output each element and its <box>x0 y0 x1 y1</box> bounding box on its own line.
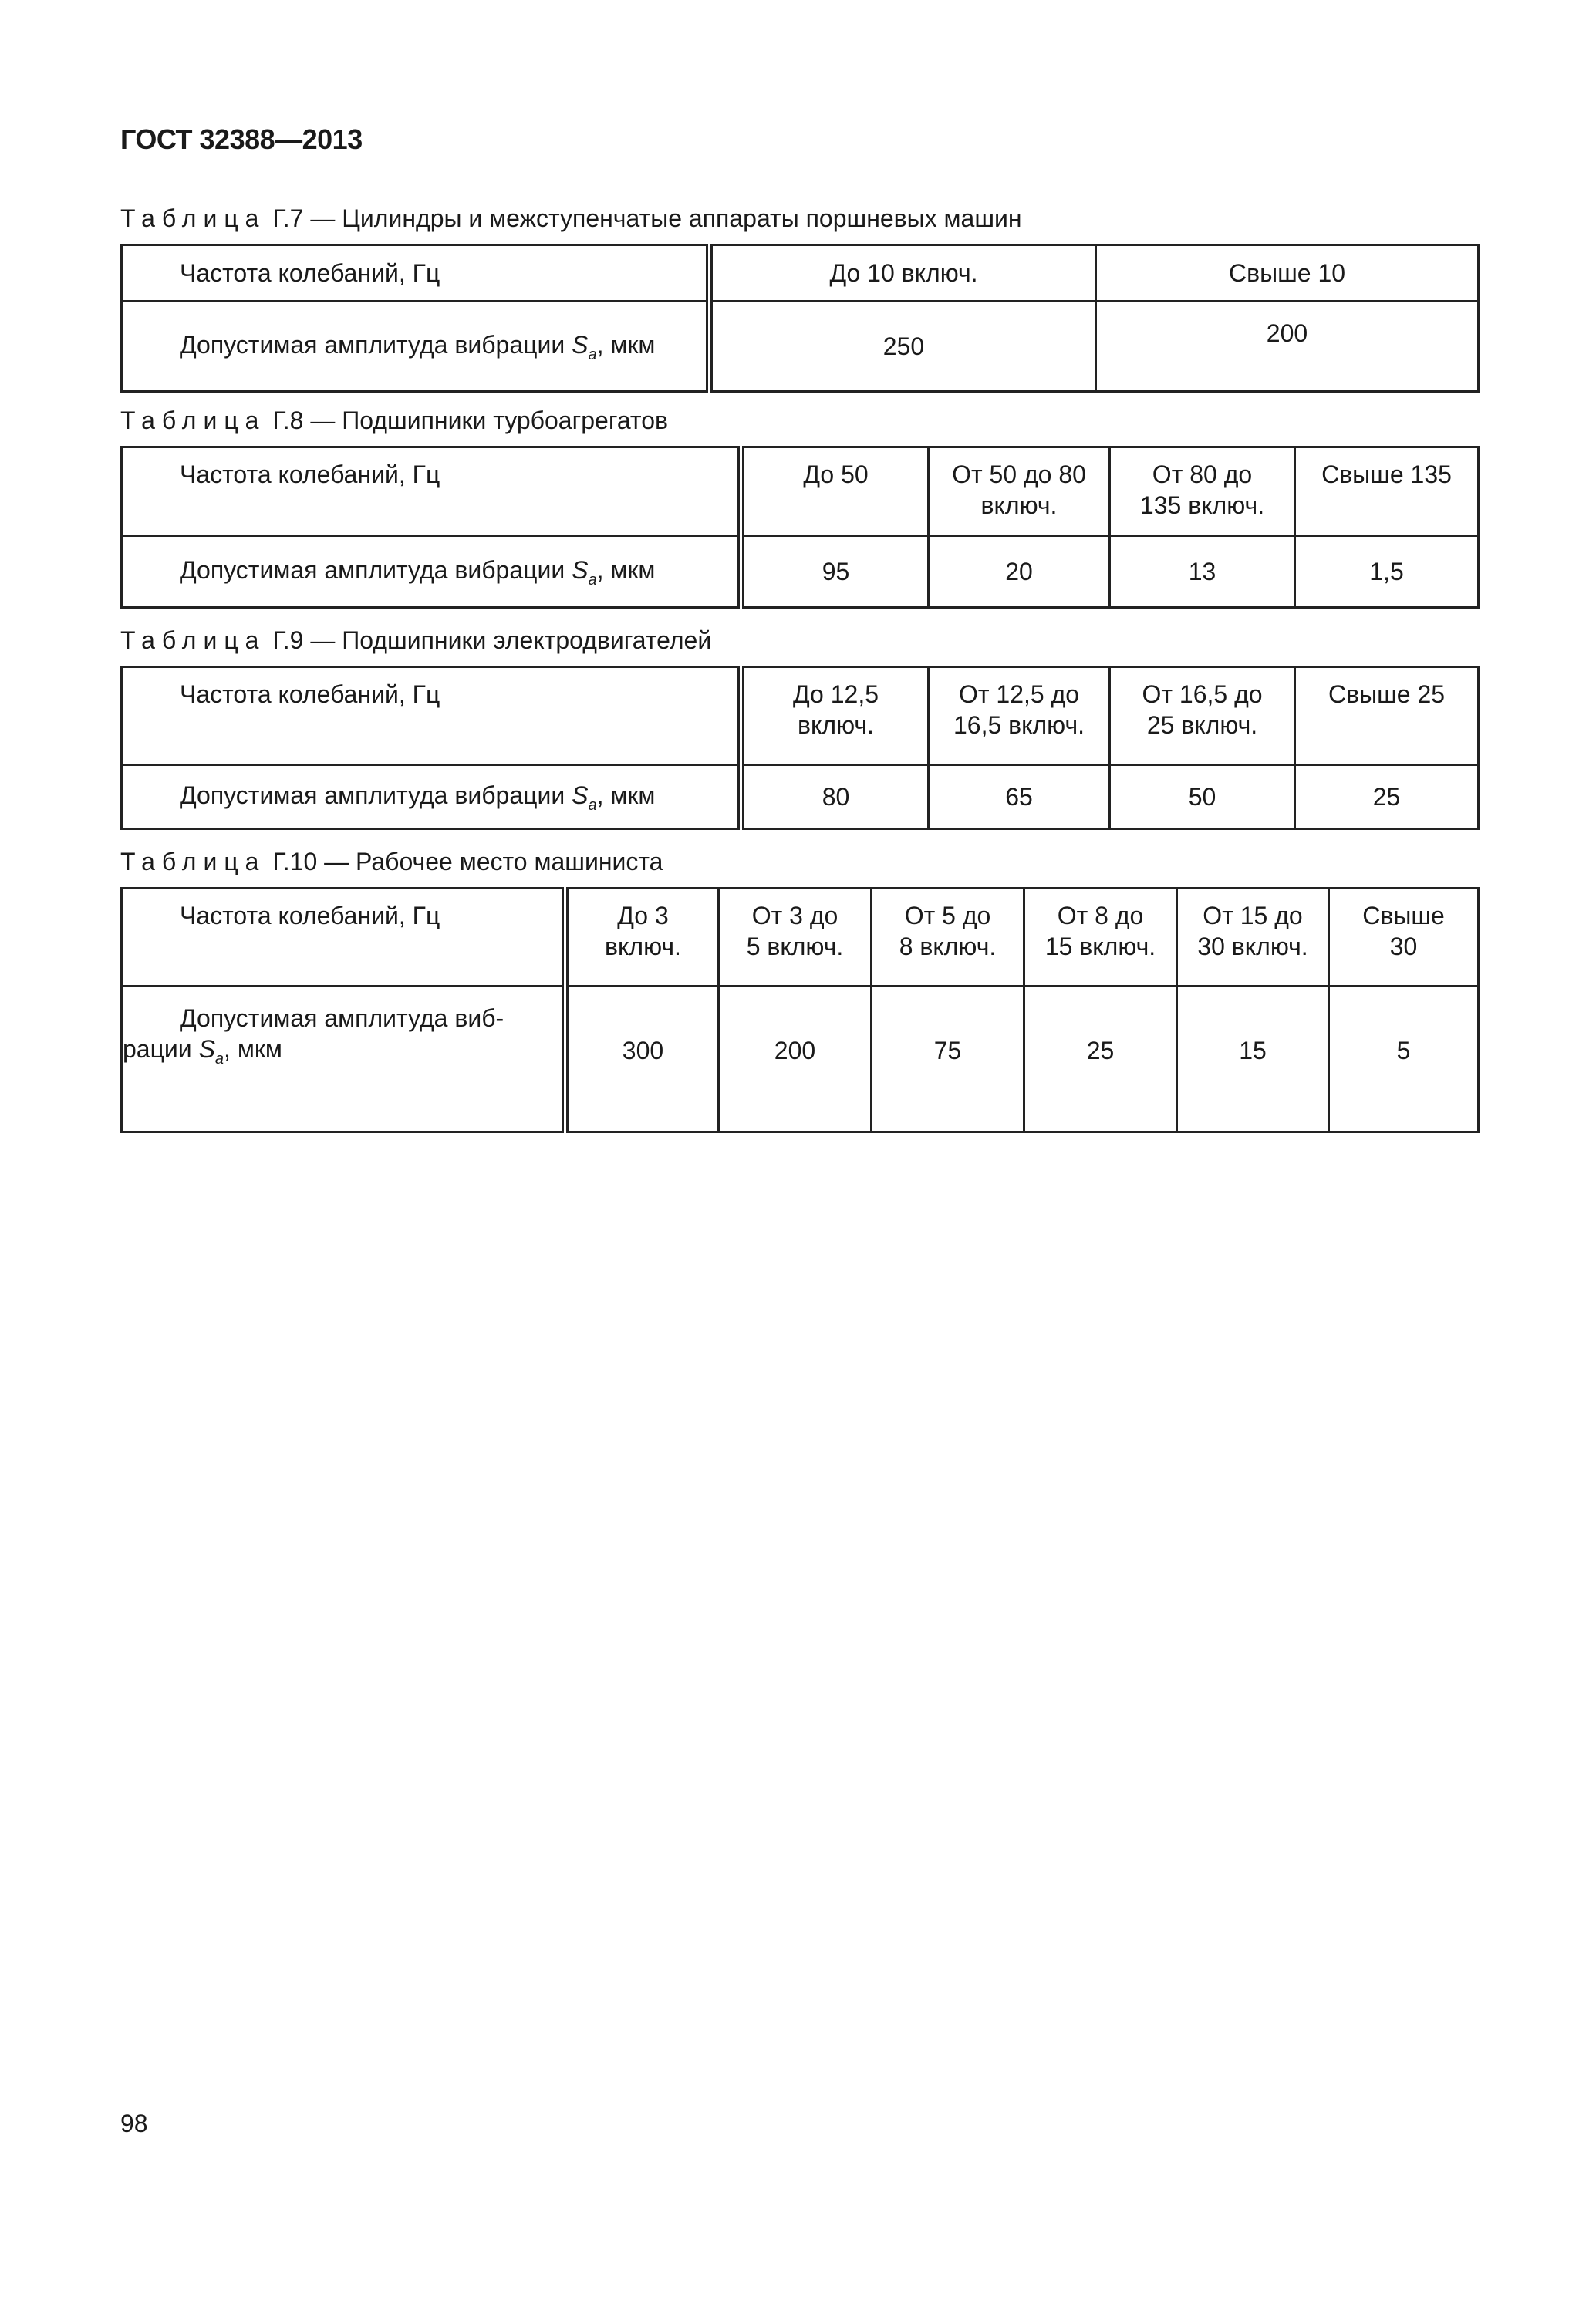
amplitude-label-text: Допустимая амплитуда вибрации <box>180 781 572 809</box>
amplitude-symbol: S <box>572 555 589 584</box>
amplitude-unit: , мкм <box>596 330 656 359</box>
freq-cell: От 12,5 до 16,5 включ. <box>929 667 1110 765</box>
table-g7-number: Г.7 <box>272 204 304 232</box>
freq-cell: От 16,5 до 25 включ. <box>1110 667 1295 765</box>
freq-cell: От 5 до 8 включ. <box>872 889 1024 987</box>
amplitude-label <box>122 536 741 608</box>
document-header: ГОСТ 32388—2013 <box>120 123 363 155</box>
table-g8-number: Г.8 <box>272 406 304 434</box>
amplitude-label-line1: Допустимая амплитуда виб- <box>180 1004 504 1032</box>
amplitude-label-text: Допустимая амплитуда вибрации <box>180 555 572 584</box>
table-row <box>122 447 1479 536</box>
freq-cell: До 3 включ. <box>565 889 719 987</box>
freq-cell: От 3 до 5 включ. <box>719 889 872 987</box>
amplitude-symbol: S <box>572 330 589 359</box>
table-g8 <box>120 446 1480 609</box>
amp-cell: 20 <box>929 536 1110 608</box>
amplitude-label-text: рации <box>123 1035 199 1063</box>
amplitude-unit: , мкм <box>596 555 656 584</box>
table-row <box>122 667 1479 765</box>
table-g8-caption <box>120 406 668 435</box>
frequency-label: Частота колебаний, Гц <box>122 889 565 987</box>
amp-cell: 50 <box>1110 765 1295 829</box>
page-number: 98 <box>120 2110 148 2137</box>
amplitude-unit: , мкм <box>224 1035 282 1063</box>
table-g9-title: — Подшипники электродвигателей <box>310 626 712 654</box>
table-g9 <box>120 666 1480 830</box>
frequency-label: Частота колебаний, Гц <box>122 667 741 765</box>
table-g10-caption <box>120 848 663 876</box>
table-row <box>122 987 1479 1132</box>
amplitude-subscript: а <box>588 571 597 589</box>
amplitude-label <box>122 987 565 1132</box>
frequency-label: Частота колебаний, Гц <box>122 245 710 302</box>
amp-cell: 95 <box>741 536 929 608</box>
freq-cell: От 15 до 30 включ. <box>1177 889 1329 987</box>
amp-cell: 200 <box>1096 302 1479 392</box>
table-row <box>122 889 1479 987</box>
amp-cell: 25 <box>1024 987 1177 1132</box>
freq-cell: От 80 до 135 включ. <box>1110 447 1295 536</box>
amp-cell: 75 <box>872 987 1024 1132</box>
freq-cell: Свыше 30 <box>1329 889 1479 987</box>
table-g8-title: — Подшипники турбоагрегатов <box>310 406 668 434</box>
table-word: Таблица <box>120 626 266 654</box>
table-word: Таблица <box>120 848 266 875</box>
table-row <box>122 536 1479 608</box>
amplitude-subscript: а <box>214 1051 224 1068</box>
freq-cell: От 8 до 15 включ. <box>1024 889 1177 987</box>
freq-cell: До 12,5 включ. <box>741 667 929 765</box>
amp-cell: 1,5 <box>1295 536 1479 608</box>
table-g10-number: Г.10 <box>272 848 318 875</box>
table-g7-title: — Цилиндры и межступенчатые аппараты поршневых машин <box>310 204 1022 232</box>
freq-cell: От 50 до 80 включ. <box>929 447 1110 536</box>
table-g9-number: Г.9 <box>272 626 304 654</box>
amp-cell: 25 <box>1295 765 1479 829</box>
amp-cell: 13 <box>1110 536 1295 608</box>
amp-cell: 15 <box>1177 987 1329 1132</box>
amplitude-subscript: а <box>588 796 597 814</box>
amplitude-symbol: S <box>198 1035 215 1063</box>
amplitude-label-text: Допустимая амплитуда вибрации <box>180 330 572 359</box>
table-g10-title: — Рабочее место машиниста <box>324 848 663 875</box>
amplitude-label <box>122 765 741 829</box>
frequency-label: Частота колебаний, Гц <box>122 447 741 536</box>
table-row <box>122 302 1479 392</box>
freq-cell: До 50 <box>741 447 929 536</box>
amp-cell: 65 <box>929 765 1110 829</box>
table-g9-caption <box>120 626 711 655</box>
amplitude-symbol: S <box>572 781 589 809</box>
table-g7 <box>120 244 1480 393</box>
amplitude-subscript: а <box>588 346 597 363</box>
freq-cell: До 10 включ. <box>710 245 1096 302</box>
amplitude-label <box>122 302 710 392</box>
amp-cell: 5 <box>1329 987 1479 1132</box>
table-g7-caption <box>120 204 1022 233</box>
amp-cell: 200 <box>719 987 872 1132</box>
freq-cell: Свыше 135 <box>1295 447 1479 536</box>
table-row <box>122 765 1479 829</box>
amp-cell: 300 <box>565 987 719 1132</box>
table-row <box>122 245 1479 302</box>
amp-cell: 250 <box>710 302 1096 392</box>
table-word: Таблица <box>120 204 266 232</box>
amplitude-unit: , мкм <box>596 781 656 809</box>
freq-cell: Свыше 25 <box>1295 667 1479 765</box>
freq-cell: Свыше 10 <box>1096 245 1479 302</box>
amp-cell: 80 <box>741 765 929 829</box>
table-g10 <box>120 887 1480 1133</box>
table-word: Таблица <box>120 406 266 434</box>
